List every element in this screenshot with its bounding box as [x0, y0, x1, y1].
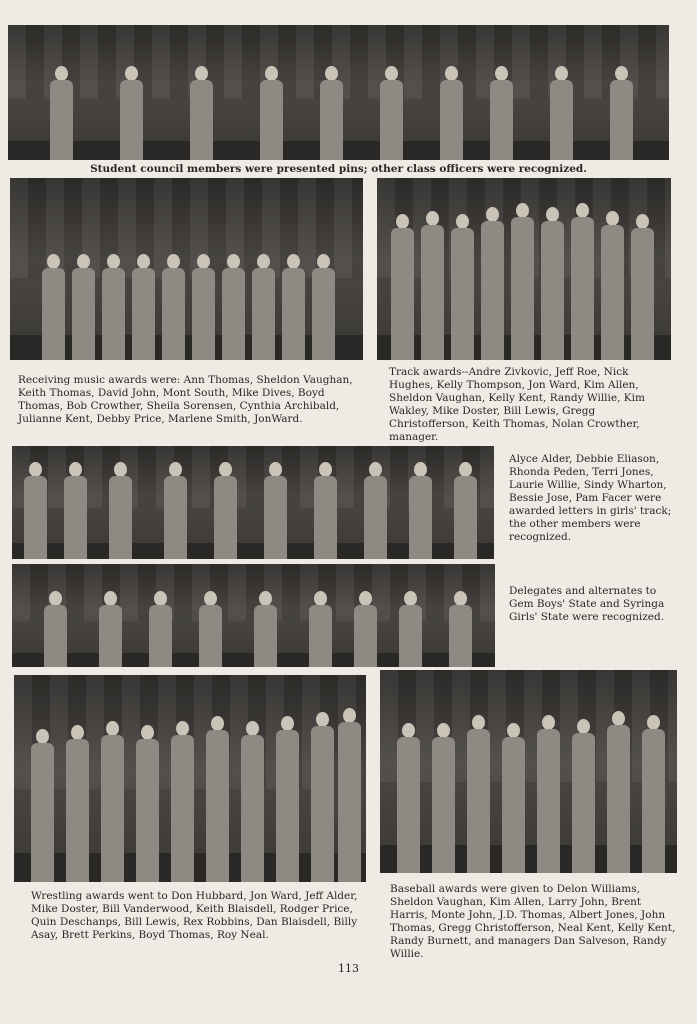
- photo-girls-track: [12, 446, 494, 559]
- caption-music-awards: Receiving music awards were: Ann Thomas, Sheldon Vaughan, Keith Thomas, David John, Mont South, Mike Dives, Boyd Thomas, Bob Crowther, Sheila Sorensen, Cynthia Archibald, Julianne Kent, Debby Price, Marlene Smith, JonWard.: [18, 374, 353, 425]
- photo-delegates: [12, 564, 495, 667]
- caption-baseball: Baseball awards were given to Delon Williams, Sheldon Vaughan, Kim Allen, Larry John, Brent Harris, Monte John, J.D. Thomas, Albert Jones, John Thomas, Gregg Christofferson, Neal Kent, Kelly Kent, Randy Burnett, and managers Dan Salveson, Randy Willie.: [390, 883, 676, 960]
- photo-baseball: [380, 670, 677, 873]
- caption-student-council: Student council members were presented pins; other class officers were recognized.: [90, 163, 587, 175]
- caption-wrestling: Wrestling awards went to Don Hubbard, Jon Ward, Jeff Alder, Mike Doster, Bill Vanderwood, Keith Blaisdell, Rodger Price, Quin Deschanps, Bill Lewis, Rex Robbins, Dan Blaisdell, Billy Asay, Brett Perkins, Boyd Thomas, Roy Neal.: [31, 890, 358, 941]
- photo-music-awards: [10, 178, 363, 360]
- caption-track-awards: Track awards--Andre Zivkovic, Jeff Roe, Nick Hughes, Kelly Thompson, Jon Ward, Kim Allen, Sheldon Vaughan, Kelly Kent, Randy Willie, Kim Wakley, Mike Doster, Bill Lewis, Gregg Christofferson, Keith Thomas, Nolan Crowther, manager.: [389, 366, 645, 443]
- photo-student-council: [8, 25, 669, 160]
- photo-track-awards: [377, 178, 671, 360]
- page-number: 113: [338, 962, 359, 975]
- photo-wrestling: [14, 675, 366, 882]
- caption-delegates: Delegates and alternates to Gem Boys' State and Syringa Girls' State were recognized.: [509, 585, 665, 623]
- caption-girls-track: Alyce Alder, Debbie Eliason, Rhonda Peden, Terri Jones, Laurie Willie, Sindy Wharton, Bessie Jose, Pam Facer were awarded letters in girls' track; the other members were recognized.: [509, 453, 672, 543]
